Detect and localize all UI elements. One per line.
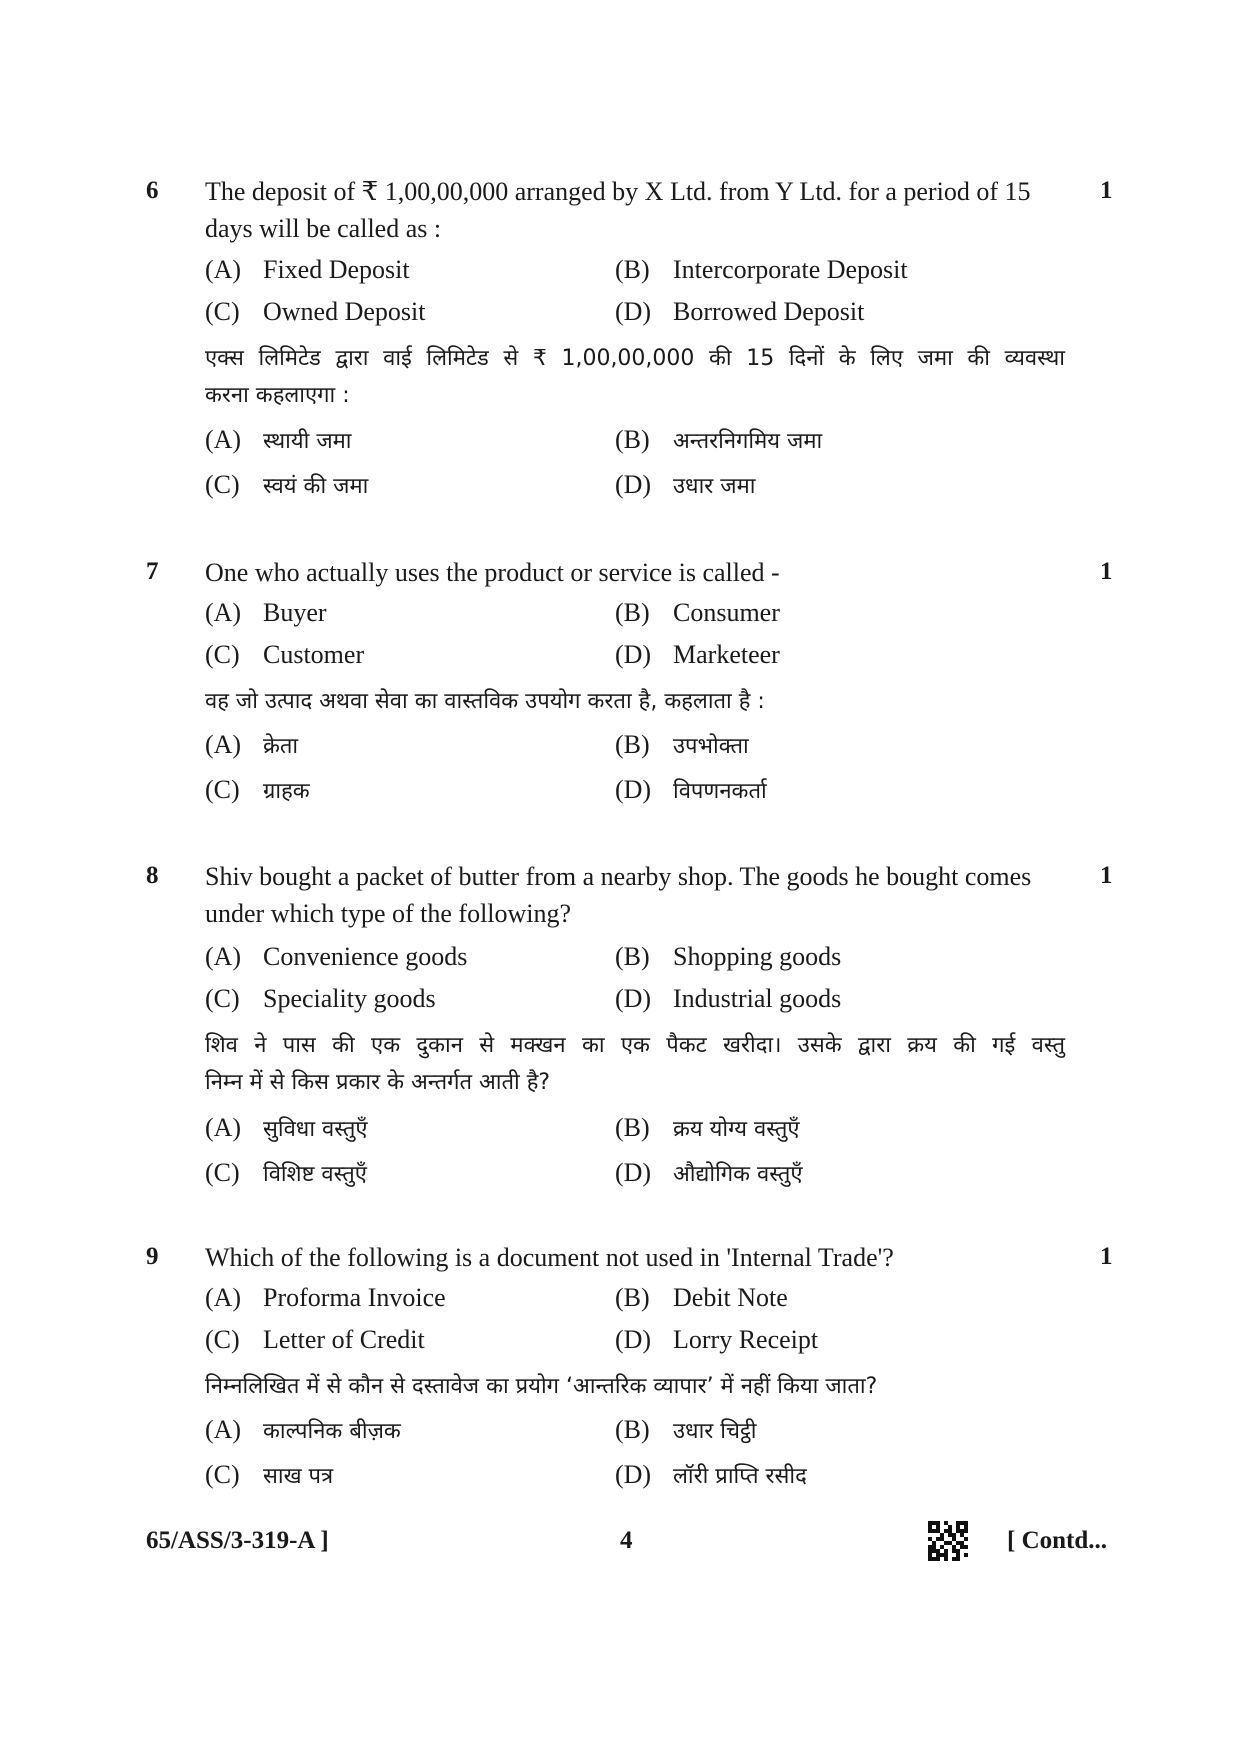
option-d: (D) Industrial goods [615,984,842,1013]
question-number: 7 [146,558,159,585]
option-hi-d: (D) औद्योगिक वस्तुएँ [615,1158,803,1187]
option-d: (D) Lorry Receipt [615,1325,819,1354]
option-hi-d: (D) विपणनकर्ता [615,775,767,804]
question-marks: 1 [1100,558,1113,585]
qr-code-icon [928,1521,968,1561]
question-text-hi-line2: करना कहलाएगा : [205,383,350,408]
question-text-en: One who actually uses the product or service is called - [205,558,780,587]
option-hi-d: (D) उधार जमा [615,470,756,499]
option-hi-a: (A) स्थायी जमा [205,425,352,454]
option-hi-c: (C) स्वयं की जमा [205,470,369,499]
question-text-en: Shiv bought a packet of butter from a nearby shop. The goods he bought comes under which type of the following? [205,862,1032,928]
option-hi-c: (C) साख पत्र [205,1460,334,1489]
option-hi-b: (B) क्रय योग्य वस्तुएँ [615,1113,800,1142]
option-hi-a: (A) काल्पनिक बीज़क [205,1415,401,1444]
option-d: (D) Marketeer [615,640,780,669]
question-marks: 1 [1100,177,1113,204]
question-text-en: Which of the following is a document not used in 'Internal Trade'? [205,1243,894,1272]
option-b: (B) Shopping goods [615,942,842,971]
option-a: (A) Buyer [205,598,327,627]
question-text-hi-line1: वह जो उत्पाद अथवा सेवा का वास्तविक उपयोग करता है, कहलाता है : [205,689,765,714]
continued-label: [ Contd... [1007,1527,1108,1554]
question-text-hi-line2: निम्न में से किस प्रकार के अन्तर्गत आती है? [205,1070,551,1095]
paper-code: 65/ASS/3-319-A ] [146,1527,329,1554]
option-a: (A) Proforma Invoice [205,1283,446,1312]
option-b: (B) Debit Note [615,1283,788,1312]
option-hi-b: (B) उधार चिट्ठी [615,1415,757,1444]
option-hi-c: (C) विशिष्ट वस्तुएँ [205,1158,367,1187]
option-d: (D) Borrowed Deposit [615,297,865,326]
option-hi-c: (C) ग्राहक [205,775,310,804]
option-a: (A) Fixed Deposit [205,255,410,284]
question-text-hi-line1: निम्नलिखित में से कौन से दस्तावेज का प्रयोग ‘आन्तरिक व्यापार’ में नहीं किया जाता? [205,1374,878,1399]
option-c: (C) Customer [205,640,365,669]
question-number: 9 [146,1243,159,1270]
option-c: (C) Speciality goods [205,984,436,1013]
option-hi-a: (A) सुविधा वस्तुएँ [205,1113,368,1142]
question-text-hi-line1: एक्स लिमिटेड द्वारा वाई लिमिटेड से ₹ 1,00,00,000 की 15 दिनों के लिए जमा की व्यवस्था [205,346,1065,371]
option-hi-b: (B) अन्तरनिगमिय जमा [615,425,823,454]
question-number: 6 [146,177,159,204]
option-b: (B) Consumer [615,598,780,627]
option-a: (A) Convenience goods [205,942,468,971]
option-hi-a: (A) क्रेता [205,730,299,759]
option-hi-d: (D) लॉरी प्राप्ति रसीद [615,1460,807,1489]
question-number: 8 [146,862,159,889]
page-number: 4 [620,1527,633,1554]
question-marks: 1 [1100,1243,1113,1270]
question-text-hi-line1: शिव ने पास की एक दुकान से मक्खन का एक पैकट खरीदा। उसके द्वारा क्रय की गई वस्तु [205,1033,1065,1058]
question-marks: 1 [1100,862,1113,889]
option-c: (C) Owned Deposit [205,297,426,326]
option-b: (B) Intercorporate Deposit [615,255,908,284]
option-hi-b: (B) उपभोक्ता [615,730,749,759]
option-c: (C) Letter of Credit [205,1325,425,1354]
question-text-en: The deposit of ₹ 1,00,00,000 arranged by X Ltd. from Y Ltd. for a period of 15 days will be called as : [205,177,1031,243]
